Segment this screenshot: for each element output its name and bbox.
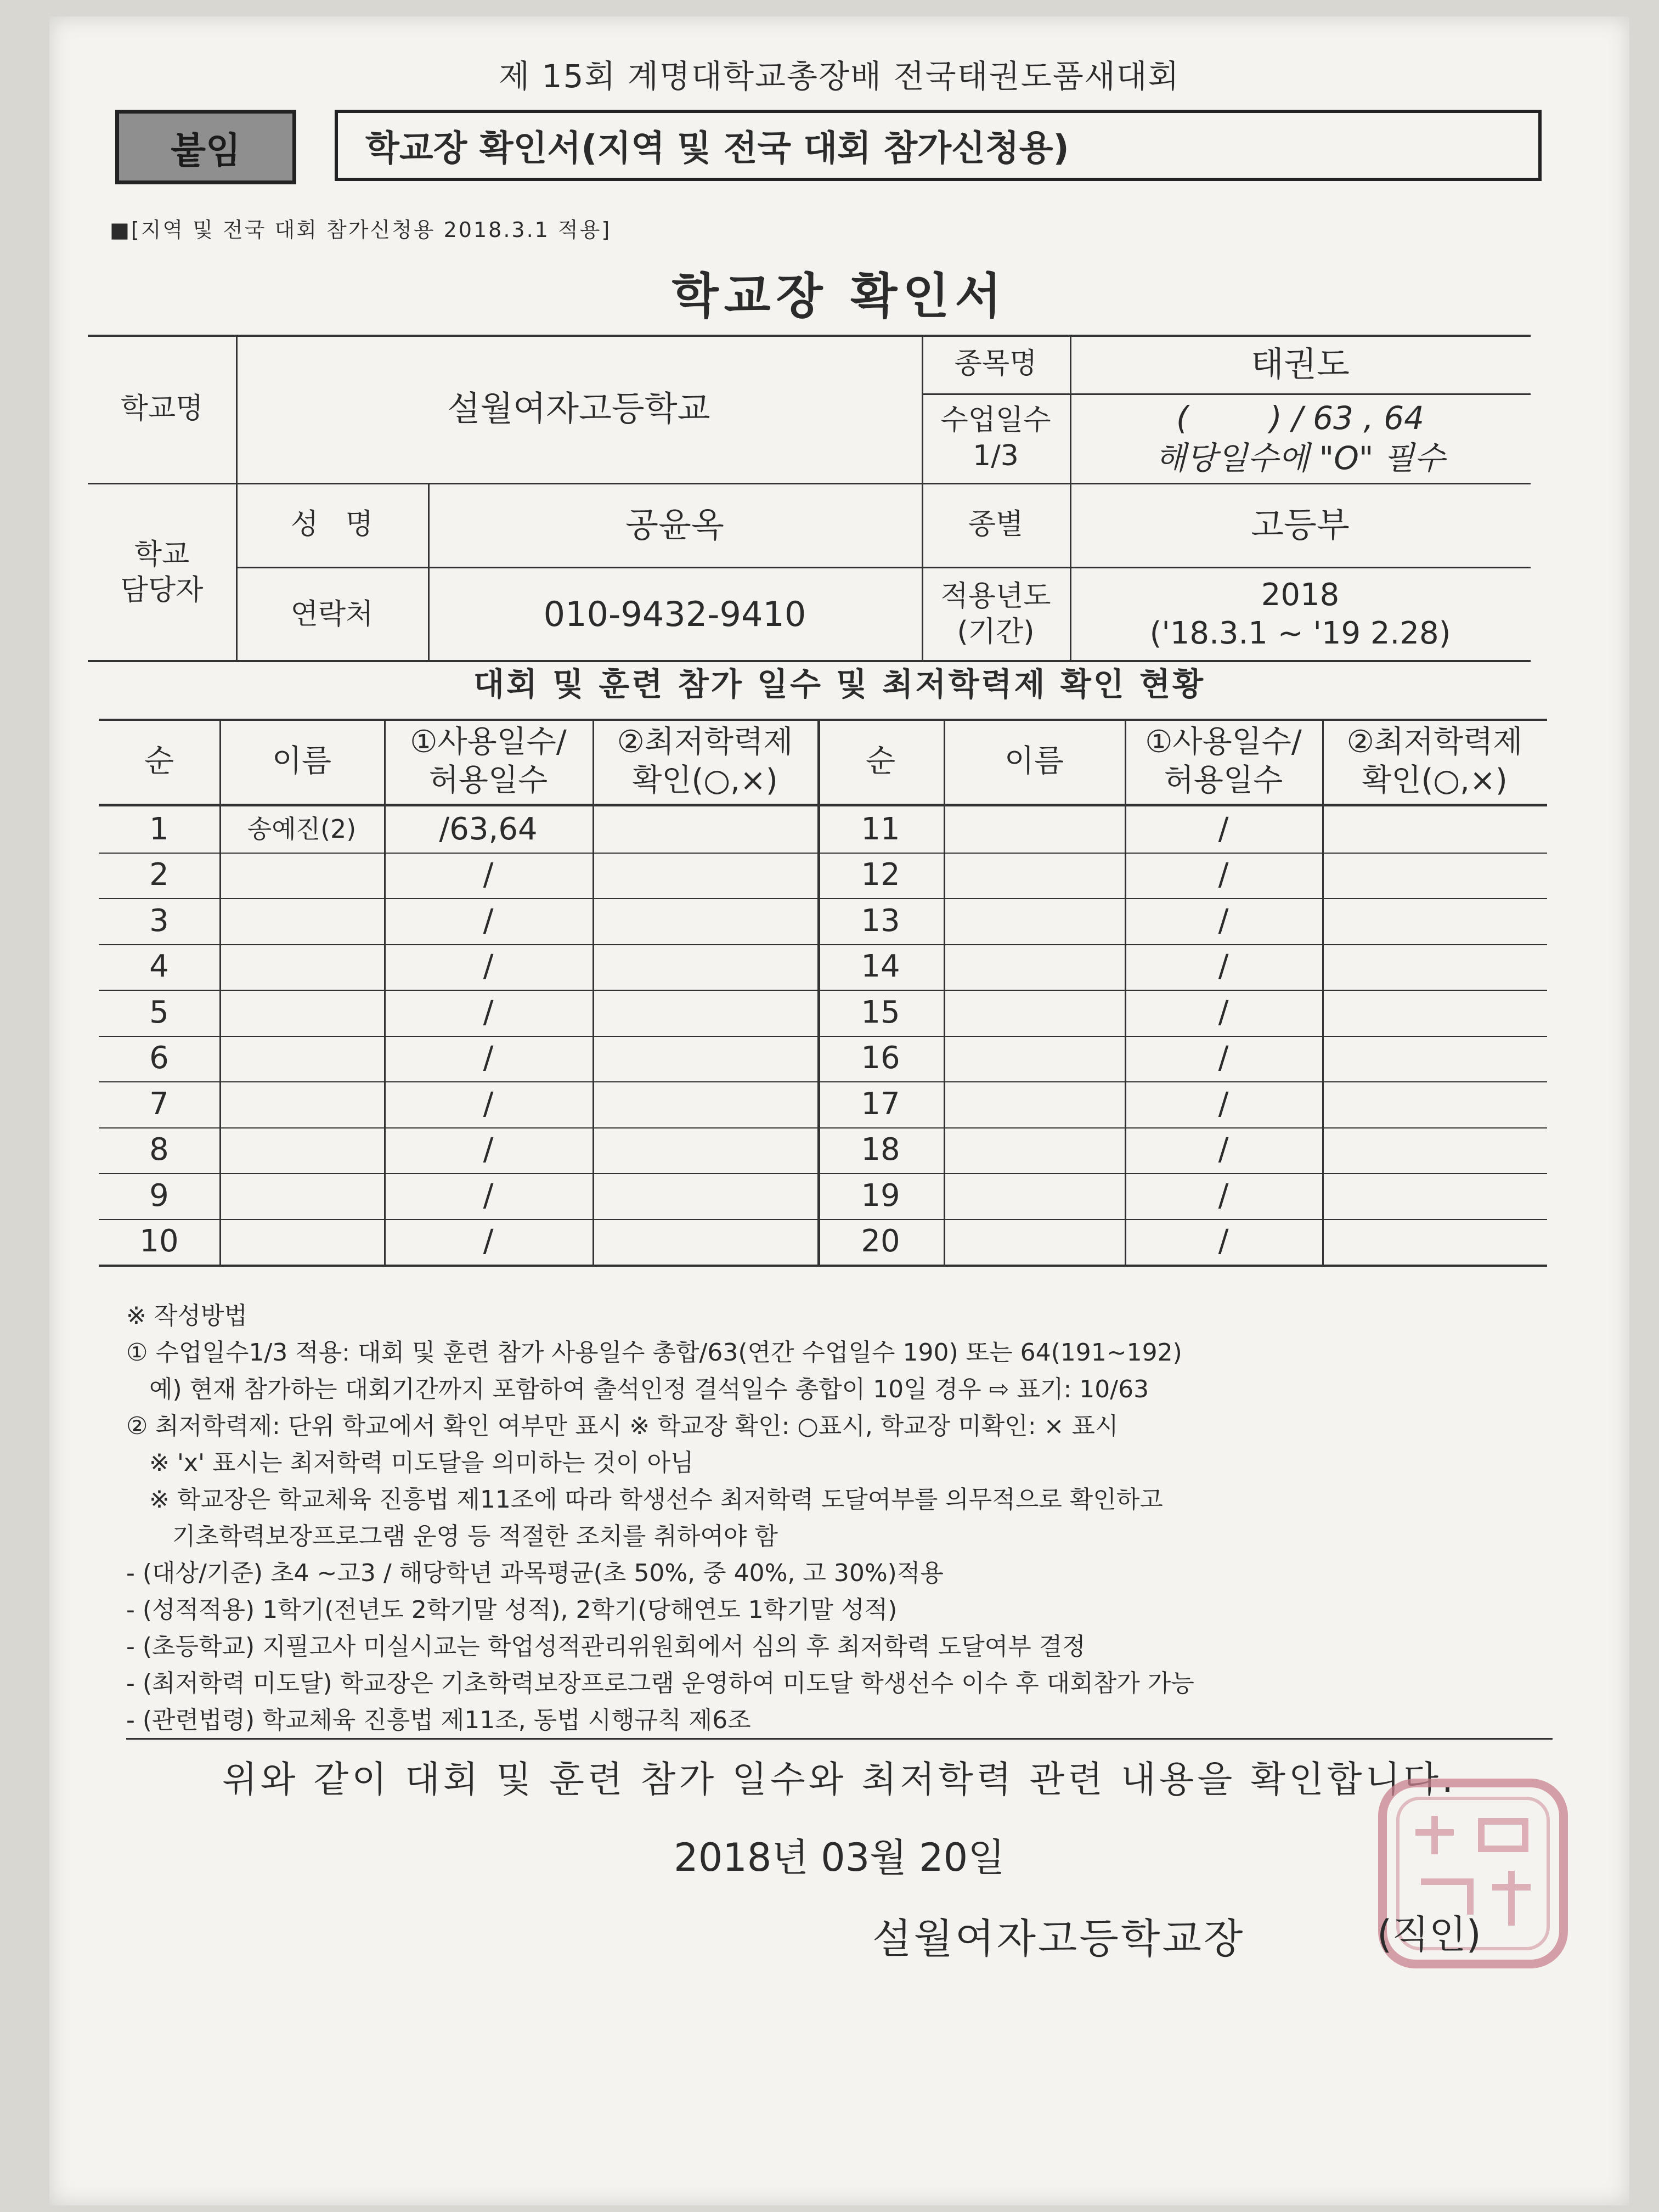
row-name: [944, 1219, 1125, 1265]
instruction-line: ② 최저학력제: 단위 학교에서 확인 여부만 표시 ※ 학교장 확인: ○표시, 학교장 미확인: × 표시: [126, 1412, 1119, 1440]
header-no-left: 순: [144, 743, 174, 779]
row-days: /: [1218, 857, 1229, 893]
school-label: 학교명: [120, 392, 204, 425]
row-days: /: [1218, 949, 1229, 985]
row-number: 17: [861, 1086, 900, 1122]
row-check: [592, 1127, 817, 1173]
row-number: 5: [149, 994, 169, 1030]
classdays-value: ( ) / 63 , 64 해당일수에 "O" 필수: [1155, 399, 1446, 477]
document-page: [49, 16, 1629, 2205]
category-label: 종별: [968, 508, 1024, 541]
row-check: [592, 806, 817, 853]
row-check: [592, 898, 817, 944]
row-name: [944, 806, 1125, 853]
school-value: 설월여자고등학교: [447, 388, 710, 429]
row-check: [1322, 1036, 1547, 1082]
instruction-line: 기초학력보장프로그램 운영 등 적절한 조치를 취하여야 함: [126, 1522, 778, 1550]
document-title: 학교장 확인서: [672, 268, 1007, 324]
year-label: 적용년도 (기간): [940, 580, 1051, 648]
instruction-line: - (대상/기준) 초4 ~고3 / 해당학년 과목평균(초 50%, 중 40%, 고 30%)적용: [126, 1559, 944, 1587]
instruction-line: - (최저학력 미도달) 학교장은 기초학력보장프로그램 운영하여 미도달 학생선수 이수 후 대회참가 가능: [126, 1669, 1194, 1697]
header-check-left: ②최저학력제 확인(○,×): [617, 724, 793, 798]
row-name: [219, 898, 384, 944]
contact-person-label: 학교 담당자: [120, 538, 204, 607]
row-number: 9: [149, 1177, 169, 1214]
row-days: /: [1218, 1040, 1229, 1076]
instruction-line: ※ 작성방법: [126, 1302, 247, 1330]
header-name-left: 이름: [272, 743, 332, 779]
row-days: /: [1218, 1132, 1229, 1168]
instruction-line: ※ 'x' 표시는 최저학력 미도달을 의미하는 것이 아님: [126, 1449, 694, 1477]
instruction-line: - (성적적용) 1학기(전년도 2학기말 성적), 2학기(당해연도 1학기말 성적): [126, 1596, 898, 1624]
row-check: [592, 990, 817, 1036]
row-check: [592, 853, 817, 899]
row-number: 20: [861, 1223, 900, 1260]
row-number: 2: [149, 857, 169, 893]
year-value: 2018 ('18.3.1 ~ '19 2.28): [1149, 577, 1451, 651]
row-number: 19: [861, 1177, 900, 1214]
row-name: [944, 990, 1125, 1036]
phone-value: 010-9432-9410: [543, 594, 806, 635]
header-name-right: 이름: [1004, 743, 1064, 779]
row-days: /: [483, 1223, 494, 1260]
row-check: [592, 1219, 817, 1265]
row-check: [1322, 1219, 1547, 1265]
phone-label: 연락처: [290, 597, 374, 631]
row-check: [592, 944, 817, 990]
row-number: 11: [861, 811, 900, 847]
row-name: [219, 853, 384, 899]
instruction-line: ① 수업일수1/3 적용: 대회 및 훈련 참가 사용일수 총합/63(연간 수업일수 190) 또는 64(191~192): [126, 1339, 1182, 1367]
row-name: [944, 944, 1125, 990]
row-days: /: [1218, 994, 1229, 1030]
row-name: [944, 1081, 1125, 1127]
header-no-right: 순: [865, 743, 896, 779]
event-title: 제 15회 계명대학교총장배 전국태권도품새대회: [499, 58, 1180, 95]
section-title: 대회 및 훈련 참가 일수 및 최저학력제 확인 현황: [473, 665, 1206, 703]
row-number: 7: [149, 1086, 169, 1122]
name-value: 공윤옥: [625, 504, 724, 545]
instruction-line: 예) 현재 참가하는 대회기간까지 포함하여 출석인정 결석일수 총합이 10일 경우 ⇨ 표기: 10/63: [126, 1375, 1149, 1403]
row-name: [219, 944, 384, 990]
row-check: [1322, 990, 1547, 1036]
row-days: /: [483, 1086, 494, 1122]
header-check-right: ②최저학력제 확인(○,×): [1346, 724, 1523, 798]
row-name: [219, 1127, 384, 1173]
row-days: /63,64: [439, 811, 538, 847]
row-name: [944, 1127, 1125, 1173]
sport-label: 종목명: [954, 347, 1037, 380]
row-name: [944, 1036, 1125, 1082]
row-check: [1322, 1173, 1547, 1219]
confirmation-date: 2018년 03월 20일: [674, 1835, 1005, 1880]
row-days: /: [1218, 902, 1229, 939]
row-name: [219, 990, 384, 1036]
row-check: [1322, 898, 1547, 944]
row-number: 18: [861, 1132, 900, 1168]
roster-table: [99, 719, 1547, 1267]
row-name: [219, 1036, 384, 1082]
row-days: /: [483, 857, 494, 893]
sport-value: 태권도: [1251, 343, 1350, 384]
row-check: [1322, 1127, 1547, 1173]
row-name: 송예진(2): [247, 814, 357, 844]
header-days-left: ①사용일수/ 허용일수: [410, 724, 567, 798]
row-name: [944, 853, 1125, 899]
row-days: /: [483, 994, 494, 1030]
row-check: [592, 1036, 817, 1082]
row-days: /: [483, 1132, 494, 1168]
row-days: /: [483, 1177, 494, 1214]
row-check: [592, 1173, 817, 1219]
classdays-label: 수업일수 1/3: [940, 403, 1051, 472]
row-number: 14: [861, 949, 900, 985]
row-number: 1: [149, 811, 169, 847]
row-days: /: [483, 1040, 494, 1076]
row-number: 12: [861, 857, 900, 893]
instruction-line: ※ 학교장은 학교체육 진흥법 제11조에 따라 학생선수 최저학력 도달여부를 의무적으로 확인하고: [126, 1486, 1163, 1514]
row-number: 8: [149, 1132, 169, 1168]
form-title: 학교장 확인서(지역 및 전국 대회 참가신청용): [335, 110, 1542, 181]
stamp-label: (직인): [1377, 1912, 1481, 1957]
row-check: [1322, 944, 1547, 990]
row-name: [944, 1173, 1125, 1219]
row-number: 15: [861, 994, 900, 1030]
row-check: [1322, 1081, 1547, 1127]
row-days: /: [1218, 1086, 1229, 1122]
name-label: 성 명: [290, 508, 374, 541]
row-number: 13: [861, 902, 900, 939]
info-table: [88, 335, 1531, 664]
row-name: [219, 1219, 384, 1265]
row-number: 6: [149, 1040, 169, 1076]
row-days: /: [483, 902, 494, 939]
header-days-right: ①사용일수/ 허용일수: [1145, 724, 1302, 798]
form-note: ■[지역 및 전국 대회 참가신청용 2018.3.1 적용]: [110, 218, 612, 242]
row-number: 3: [149, 902, 169, 939]
row-name: [944, 898, 1125, 944]
row-check: [592, 1081, 817, 1127]
row-days: /: [1218, 1223, 1229, 1260]
row-days: /: [483, 949, 494, 985]
attachment-badge: 붙임: [115, 110, 296, 184]
row-days: /: [1218, 1177, 1229, 1214]
principal-name: 설월여자고등학교장: [872, 1915, 1245, 1962]
row-number: 16: [861, 1040, 900, 1076]
confirmation-text: 위와 같이 대회 및 훈련 참가 일수와 최저학력 관련 내용을 확인합니다.: [222, 1758, 1457, 1801]
instructions: [126, 1297, 1553, 1739]
row-days: /: [1218, 811, 1229, 847]
instruction-line: - (관련법령) 학교체육 진흥법 제11조, 동법 시행규칙 제6조: [126, 1706, 751, 1734]
row-check: [1322, 806, 1547, 853]
row-name: [219, 1081, 384, 1127]
row-name: [219, 1173, 384, 1219]
row-number: 4: [149, 949, 169, 985]
row-check: [1322, 853, 1547, 899]
instruction-line: - (초등학교) 지필고사 미실시교는 학업성적관리위원회에서 심의 후 최저학력 도달여부 결정: [126, 1633, 1086, 1661]
row-number: 10: [139, 1223, 179, 1260]
category-value: 고등부: [1251, 504, 1350, 545]
